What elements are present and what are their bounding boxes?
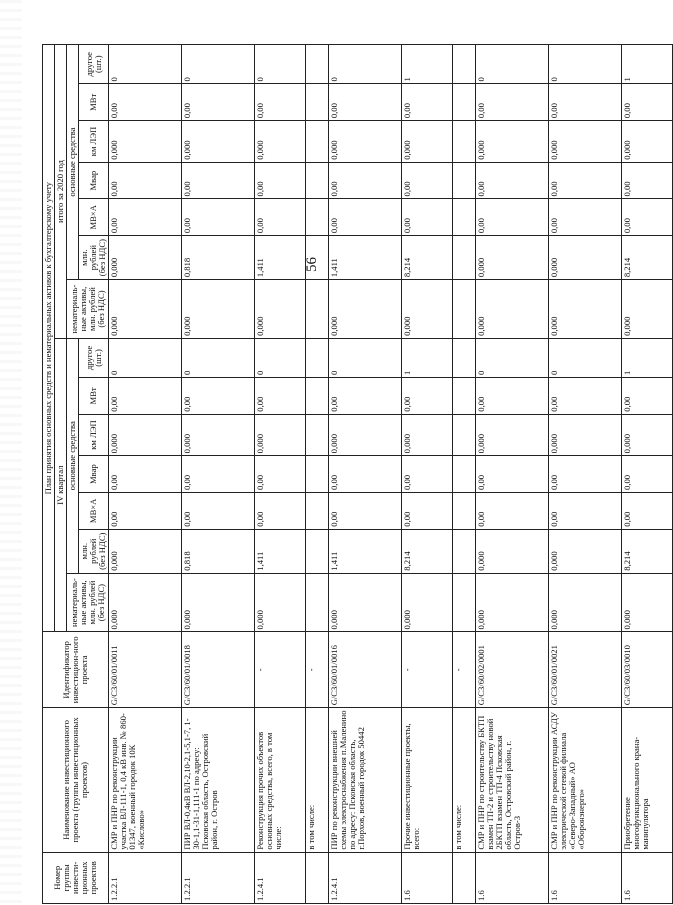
q4-value-cell: [453, 456, 476, 493]
group-number-cell: 1.6: [622, 852, 673, 903]
total-value-cell: 0,00: [329, 162, 402, 199]
total-value-cell: [306, 280, 329, 339]
total-value-cell: [306, 45, 329, 84]
total-value-cell: 0,00: [329, 84, 402, 121]
q4-value-cell: 0,00: [109, 493, 182, 530]
q4-value-cell: 0,000: [622, 414, 673, 456]
total-value-cell: [306, 121, 329, 163]
total-value-cell: 0,000: [402, 121, 453, 163]
q4-value-cell: 0,000: [402, 573, 453, 632]
group-number-cell: 1.2.4.1: [329, 852, 402, 903]
q4-value-cell: 0: [476, 338, 549, 377]
header-intangible-total: нематериаль-ные активы, млн. рублей (без НДС): [67, 280, 109, 339]
q4-value-cell: 0,000: [329, 414, 402, 456]
q4-value-cell: 0,00: [109, 456, 182, 493]
total-value-cell: 0,000: [476, 121, 549, 163]
total-value-cell: 1,411: [329, 236, 402, 280]
table-row: [549, 45, 622, 904]
q4-value-cell: [306, 414, 329, 456]
group-number-cell: 1.2.2.1: [109, 852, 182, 903]
q4-value-cell: 1: [402, 338, 453, 377]
total-value-cell: 0,00: [476, 84, 549, 121]
table-row: [255, 45, 306, 904]
q4-value-cell: 0,00: [476, 493, 549, 530]
q4-value-cell: 0: [255, 338, 306, 377]
total-value-cell: 0,000: [182, 121, 255, 163]
q4-value-cell: 0,00: [182, 456, 255, 493]
q4-value-cell: 0,00: [329, 493, 402, 530]
q4-value-cell: 0,000: [402, 414, 453, 456]
total-value-cell: 0,00: [329, 199, 402, 236]
q4-value-cell: 0: [182, 338, 255, 377]
group-number-cell: [306, 852, 329, 903]
project-id-cell: G/C3/60/01/0016: [329, 632, 402, 708]
total-value-cell: 0,00: [182, 199, 255, 236]
total-value-cell: 0,000: [109, 280, 182, 339]
q4-value-cell: 0,00: [549, 456, 622, 493]
total-value-cell: [306, 199, 329, 236]
q4-value-cell: 0,000: [255, 414, 306, 456]
q4-value-cell: 1,411: [255, 529, 306, 573]
header-mln: млн. рублей (без НДС): [79, 236, 109, 280]
total-value-cell: 1: [402, 45, 453, 84]
project-id-cell: -: [453, 632, 476, 708]
header-fixed-total: основные средства: [67, 45, 79, 280]
q4-value-cell: 0,000: [109, 573, 182, 632]
table-row: [329, 45, 402, 904]
header-total-2020: итого за 2020 год: [55, 45, 67, 339]
total-value-cell: 8,214: [622, 236, 673, 280]
total-value-cell: 8,214: [402, 236, 453, 280]
header-project-id: Идентификатор инвестицион-ного проекта: [43, 632, 109, 708]
project-id-cell: G/C3/60/01/0011: [109, 632, 182, 708]
q4-value-cell: 0,000: [182, 414, 255, 456]
q4-value-cell: [453, 573, 476, 632]
q4-value-cell: [453, 338, 476, 377]
total-value-cell: 0,00: [622, 199, 673, 236]
q4-value-cell: 0,00: [255, 493, 306, 530]
q4-value-cell: 0,00: [549, 378, 622, 415]
header-other: другое (шт.): [79, 45, 109, 84]
rotated-table-container: [42, 44, 651, 904]
q4-value-cell: [306, 529, 329, 573]
total-value-cell: 0,000: [109, 236, 182, 280]
total-value-cell: 0,000: [549, 236, 622, 280]
total-value-cell: 0,000: [622, 280, 673, 339]
total-value-cell: 0,00: [182, 162, 255, 199]
total-value-cell: 0: [549, 45, 622, 84]
project-name-cell: в том числе:: [453, 708, 476, 852]
total-value-cell: [453, 162, 476, 199]
total-value-cell: 0: [182, 45, 255, 84]
group-number-cell: 1.6: [476, 852, 549, 903]
total-value-cell: 0,000: [109, 121, 182, 163]
q4-value-cell: 0,00: [622, 456, 673, 493]
header-mva: МВ×А: [79, 199, 109, 236]
q4-value-cell: 0,00: [255, 456, 306, 493]
header-q4: IV квартал: [55, 338, 67, 632]
q4-value-cell: 0,000: [255, 573, 306, 632]
table-row: [109, 45, 182, 904]
total-value-cell: 0: [109, 45, 182, 84]
project-name-cell: Реконструкция прочих объектов основных средства, всего, в том числе:: [255, 708, 306, 852]
total-value-cell: [453, 45, 476, 84]
total-value-cell: 1: [622, 45, 673, 84]
total-value-cell: 1,411: [255, 236, 306, 280]
total-value-cell: 0,00: [549, 84, 622, 121]
q4-value-cell: [306, 456, 329, 493]
project-name-cell: Приобретение многофункционального крана-манипулятора: [622, 708, 673, 852]
project-name-cell: ПИР ВЛ-0,4кВ ВЛ-2,10-2,1-5,1-7, 1-30-1,1-31-1,111-1 по адресу: Псковская область, Островский район, г. Остров: [182, 708, 255, 852]
total-value-cell: 0,000: [329, 280, 402, 339]
total-value-cell: 0,00: [402, 84, 453, 121]
total-value-cell: 0,00: [402, 162, 453, 199]
q4-value-cell: 0,000: [182, 573, 255, 632]
q4-value-cell: 0: [549, 338, 622, 377]
header-plan: План принятия основных средств и нематериальных активов к бухгалтерскому учету: [43, 45, 55, 632]
total-value-cell: 0,00: [109, 162, 182, 199]
total-value-cell: [306, 236, 329, 280]
table-row: [622, 45, 673, 904]
total-value-cell: 0: [476, 45, 549, 84]
project-name-cell: СМР и ПНР по строительству БКТП взамен ТП-2 и строительству новой 2БКТП взамен ТП-4 Псковская область, Островский район, г. Остров-3: [476, 708, 549, 852]
total-value-cell: 0,00: [255, 84, 306, 121]
table-body: [109, 45, 673, 904]
header-fixed-q4: основные средства: [67, 338, 79, 573]
q4-value-cell: [453, 493, 476, 530]
total-value-cell: 0,818: [182, 236, 255, 280]
total-value-cell: [453, 236, 476, 280]
total-value-cell: 0,00: [402, 199, 453, 236]
total-value-cell: 0,00: [182, 84, 255, 121]
total-value-cell: 0,000: [182, 280, 255, 339]
q4-value-cell: 0,00: [329, 378, 402, 415]
q4-value-cell: 0: [109, 338, 182, 377]
q4-value-cell: [453, 414, 476, 456]
header-mln: млн. рублей (без НДС): [79, 529, 109, 573]
q4-value-cell: 0,000: [476, 529, 549, 573]
q4-value-cell: 0,00: [549, 493, 622, 530]
total-value-cell: 0,00: [109, 199, 182, 236]
header-group-number: Номер группы инвести-ционных проектов: [43, 852, 109, 903]
total-value-cell: 0,00: [476, 162, 549, 199]
total-value-cell: [306, 162, 329, 199]
total-value-cell: [453, 121, 476, 163]
scan-margin-strip: [0, 0, 22, 905]
page-number: 56: [304, 257, 320, 272]
q4-value-cell: 0,00: [622, 378, 673, 415]
total-value-cell: [453, 199, 476, 236]
q4-value-cell: 0,000: [476, 414, 549, 456]
q4-value-cell: [453, 378, 476, 415]
header-mvar: Мвар: [79, 162, 109, 199]
q4-value-cell: 0,000: [549, 414, 622, 456]
group-number-cell: [453, 852, 476, 903]
q4-value-cell: [306, 378, 329, 415]
total-value-cell: 0,000: [255, 121, 306, 163]
q4-value-cell: [453, 529, 476, 573]
total-value-cell: 0,00: [549, 162, 622, 199]
total-value-cell: 0,000: [329, 121, 402, 163]
header-mvt: МВт: [79, 378, 109, 415]
table-row: [453, 45, 476, 904]
q4-value-cell: 0,000: [622, 573, 673, 632]
header-km: км ЛЭП: [79, 121, 109, 163]
q4-value-cell: 0,00: [402, 493, 453, 530]
table-row: [402, 45, 453, 904]
q4-value-cell: 0: [329, 338, 402, 377]
q4-value-cell: 0,00: [622, 493, 673, 530]
total-value-cell: 0,000: [476, 236, 549, 280]
total-value-cell: [453, 280, 476, 339]
project-name-cell: в том числе:: [306, 708, 329, 852]
header-km: км ЛЭП: [79, 414, 109, 456]
project-name-cell: СМР и ПНР по реконструкции участка ВЛ-111-1, 0,4 кВ инв. № 860-01347, военный городок 10К «Кислово»: [109, 708, 182, 852]
project-name-cell: Прочие инвестиционные проекты, всего:: [402, 708, 453, 852]
total-value-cell: 0,000: [549, 121, 622, 163]
q4-value-cell: 1: [622, 338, 673, 377]
total-value-cell: [306, 84, 329, 121]
q4-value-cell: 0,000: [109, 529, 182, 573]
total-value-cell: 0,00: [255, 162, 306, 199]
total-value-cell: [453, 84, 476, 121]
total-value-cell: 0,000: [549, 280, 622, 339]
q4-value-cell: [306, 338, 329, 377]
q4-value-cell: 0,00: [182, 493, 255, 530]
total-value-cell: 0,00: [549, 199, 622, 236]
q4-value-cell: 8,214: [622, 529, 673, 573]
project-id-cell: G/C3/60/03/0010: [622, 632, 673, 708]
q4-value-cell: 0,00: [109, 378, 182, 415]
group-number-cell: 1.2.2.1: [182, 852, 255, 903]
project-name-cell: СМР и ПНР по реконструкции АСДУ электрической сетевой филиала «Северо-Западный» АО «Оборонэнерго»: [549, 708, 622, 852]
total-value-cell: 0,000: [402, 280, 453, 339]
total-value-cell: 0,000: [476, 280, 549, 339]
q4-value-cell: 0,00: [255, 378, 306, 415]
total-value-cell: 0: [255, 45, 306, 84]
q4-value-cell: 0,00: [402, 456, 453, 493]
table-row: [306, 45, 329, 904]
total-value-cell: 0,00: [109, 84, 182, 121]
q4-value-cell: 8,214: [402, 529, 453, 573]
header-project-name: Наименование инвестиционного проекта (группы инвестиционных проектов): [43, 708, 109, 852]
project-id-cell: -: [402, 632, 453, 708]
q4-value-cell: 0,000: [109, 414, 182, 456]
total-value-cell: 0,000: [255, 280, 306, 339]
total-value-cell: 0,00: [622, 162, 673, 199]
q4-value-cell: 0,00: [329, 456, 402, 493]
header-mvar: Мвар: [79, 456, 109, 493]
table-row: [476, 45, 549, 904]
header-intangible-q4: нематериаль-ные активы, млн. рублей (без НДС): [67, 573, 109, 632]
q4-value-cell: 0,00: [402, 378, 453, 415]
q4-value-cell: 0,00: [476, 456, 549, 493]
q4-value-cell: 0,818: [182, 529, 255, 573]
group-number-cell: 1.6: [549, 852, 622, 903]
q4-value-cell: 0,00: [476, 378, 549, 415]
project-id-cell: G/C3/60/01/0018: [182, 632, 255, 708]
header-mva: МВ×А: [79, 493, 109, 530]
q4-value-cell: 0,00: [182, 378, 255, 415]
investment-table: [42, 44, 673, 904]
project-id-cell: -: [306, 632, 329, 708]
project-id-cell: G/C3/60/01/0021: [549, 632, 622, 708]
q4-value-cell: 1,411: [329, 529, 402, 573]
q4-value-cell: 0,000: [476, 573, 549, 632]
q4-value-cell: [306, 573, 329, 632]
q4-value-cell: 0,000: [329, 573, 402, 632]
table-row: [182, 45, 255, 904]
header-mvt: МВт: [79, 84, 109, 121]
total-value-cell: 0,00: [622, 84, 673, 121]
header-other: другое (шт.): [79, 338, 109, 377]
total-value-cell: 0: [329, 45, 402, 84]
total-value-cell: 0,00: [255, 199, 306, 236]
group-number-cell: 1.6: [402, 852, 453, 903]
total-value-cell: 0,00: [476, 199, 549, 236]
project-id-cell: G/C3/60/02/0001: [476, 632, 549, 708]
q4-value-cell: 0,000: [549, 573, 622, 632]
q4-value-cell: 0,000: [549, 529, 622, 573]
project-name-cell: ПИР по реконструкции внешней схемы электроснабжения п.Маленино по адресу: Псковская область, г.Порхов, военный городок 50442: [329, 708, 402, 852]
total-value-cell: 0,000: [622, 121, 673, 163]
q4-value-cell: [306, 493, 329, 530]
group-number-cell: 1.2.4.1: [255, 852, 306, 903]
project-id-cell: -: [255, 632, 306, 708]
